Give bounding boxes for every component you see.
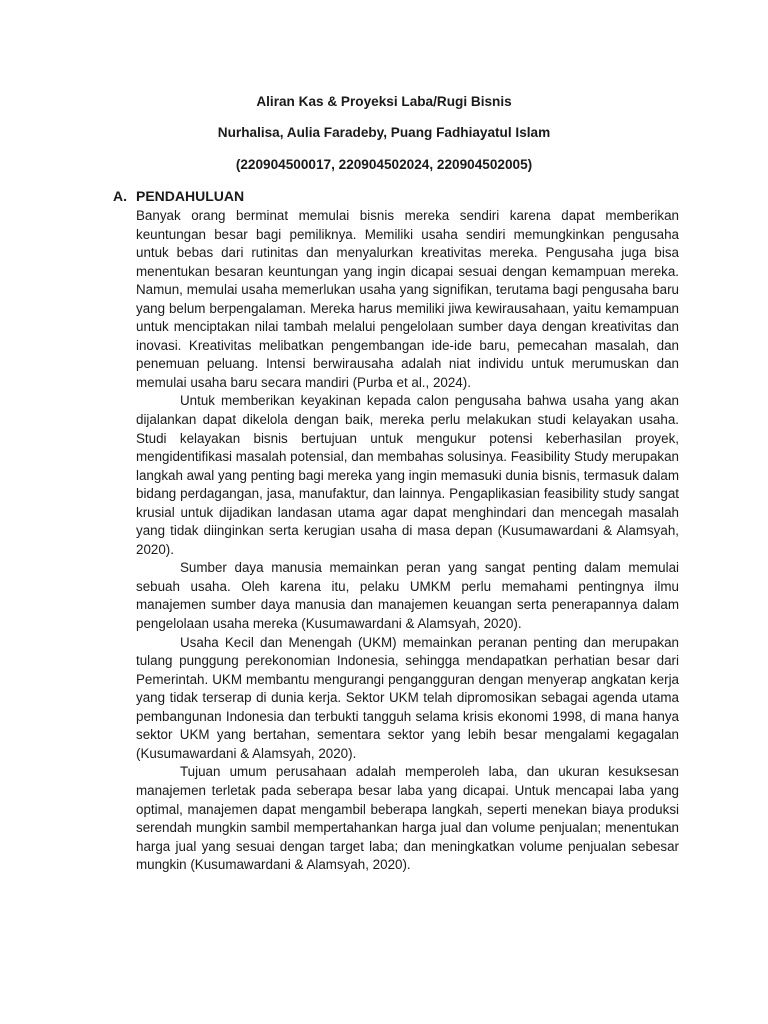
paper-authors: Nurhalisa, Aulia Faradeby, Puang Fadhiayatul Islam [217, 125, 551, 140]
paragraph-2: Untuk memberikan keyakinan kepada calon pengusaha bahwa usaha yang akan dijalankan dapat dikelola dengan baik, mereka perlu melakukan studi kelayakan usaha. Studi kelayakan bisnis bertujuan untuk mengukur potensi keberhasilan proyek, mengidentifikasi masalah potensial, dan membahas solusinya. Feasibility Study merupakan langkah awal yang penting bagi mereka yang ingin memasuki dunia bisnis, termasuk dalam bidang perdagangan, jasa, manufaktur, dan lainnya. Pengaplikasian feasibility study sangat krusial untuk dijadikan landasan utama agar dapat menghindari dan mencegah masalah yang tidak diinginkan serta kerugian usaha di masa depan (Kusumawardani & Alamsyah, 2020). [136, 393, 679, 557]
paragraph-1: Banyak orang berminat memulai bisnis mereka sendiri karena dapat memberikan keuntungan besar bagi pemiliknya. Memiliki usaha sendiri memungkinkan pengusaha untuk bebas dari rutinitas dan menyalurkan kreativitas mereka. Pengusaha juga bisa menentukan besaran keuntungan yang ingin dicapai sesuai dengan kemampuan mereka. Namun, memulai usaha memerlukan usaha yang signifikan, terutama bagi pengusaha baru yang belum berpengalaman. Mereka harus memiliki jiwa kewirausahaan, yaitu kemampuan untuk menciptakan nilai tambah melalui pengelolaan sumber daya dengan kreativitas dan inovasi. Kreativitas melibatkan pengembangan ide-ide baru, pemecahan masalah, dan penemuan peluang. Intensi berwirausaha adalah niat individu untuk merumuskan dan memulai usaha baru secara mandiri (Purba et al., 2024). [136, 208, 679, 390]
section-letter: A. [113, 188, 127, 204]
student-ids: (220904500017, 220904502024, 220904502005) [235, 157, 533, 172]
paper-title: Aliran Kas & Proyeksi Laba/Rugi Bisnis [256, 94, 512, 109]
paragraph-4: Usaha Kecil dan Menengah (UKM) memainkan peranan penting dan merupakan tulang punggung perekonomian Indonesia, sehingga mendapatkan perhatian besar dari Pemerintah. UKM membantu mengurangi pengangguran dengan menyerap angkatan kerja yang tidak terserap di dunia kerja. Sektor UKM telah dipromosikan sebagai agenda utama pembangunan Indonesia dan terbukti tangguh selama krisis ekonomi 1998, di mana hanya sektor UKM yang bertahan, sementara sektor yang lebih besar mengalami kegagalan (Kusumawardani & Alamsyah, 2020). [136, 634, 679, 761]
paragraph-5: Tujuan umum perusahaan adalah memperoleh laba, dan ukuran kesuksesan manajemen terletak pada seberapa besar laba yang dicapai. Untuk mencapai laba yang optimal, manajemen dapat mengambil beberapa langkah, seperti menekan biaya produksi serendah mungkin sambil mempertahankan harga jual dan volume penjualan; menentukan harga jual yang sesuai dengan target laba; dan meningkatkan volume penjualan sebesar mungkin (Kusumawardani & Alamsyah, 2020). [136, 764, 679, 873]
paragraph-3: Sumber daya manusia memainkan peran yang sangat penting dalam memulai sebuah usaha. Oleh karena itu, pelaku UMKM perlu memahami pentingnya ilmu manajemen sumber daya manusia dan manajemen keuangan serta penerapannya dalam pengelolaan usaha mereka (Kusumawardani & Alamsyah, 2020). [136, 560, 679, 632]
section-title: PENDAHULUAN [136, 188, 245, 204]
section-body [136, 207, 679, 875]
section-heading [113, 187, 244, 205]
